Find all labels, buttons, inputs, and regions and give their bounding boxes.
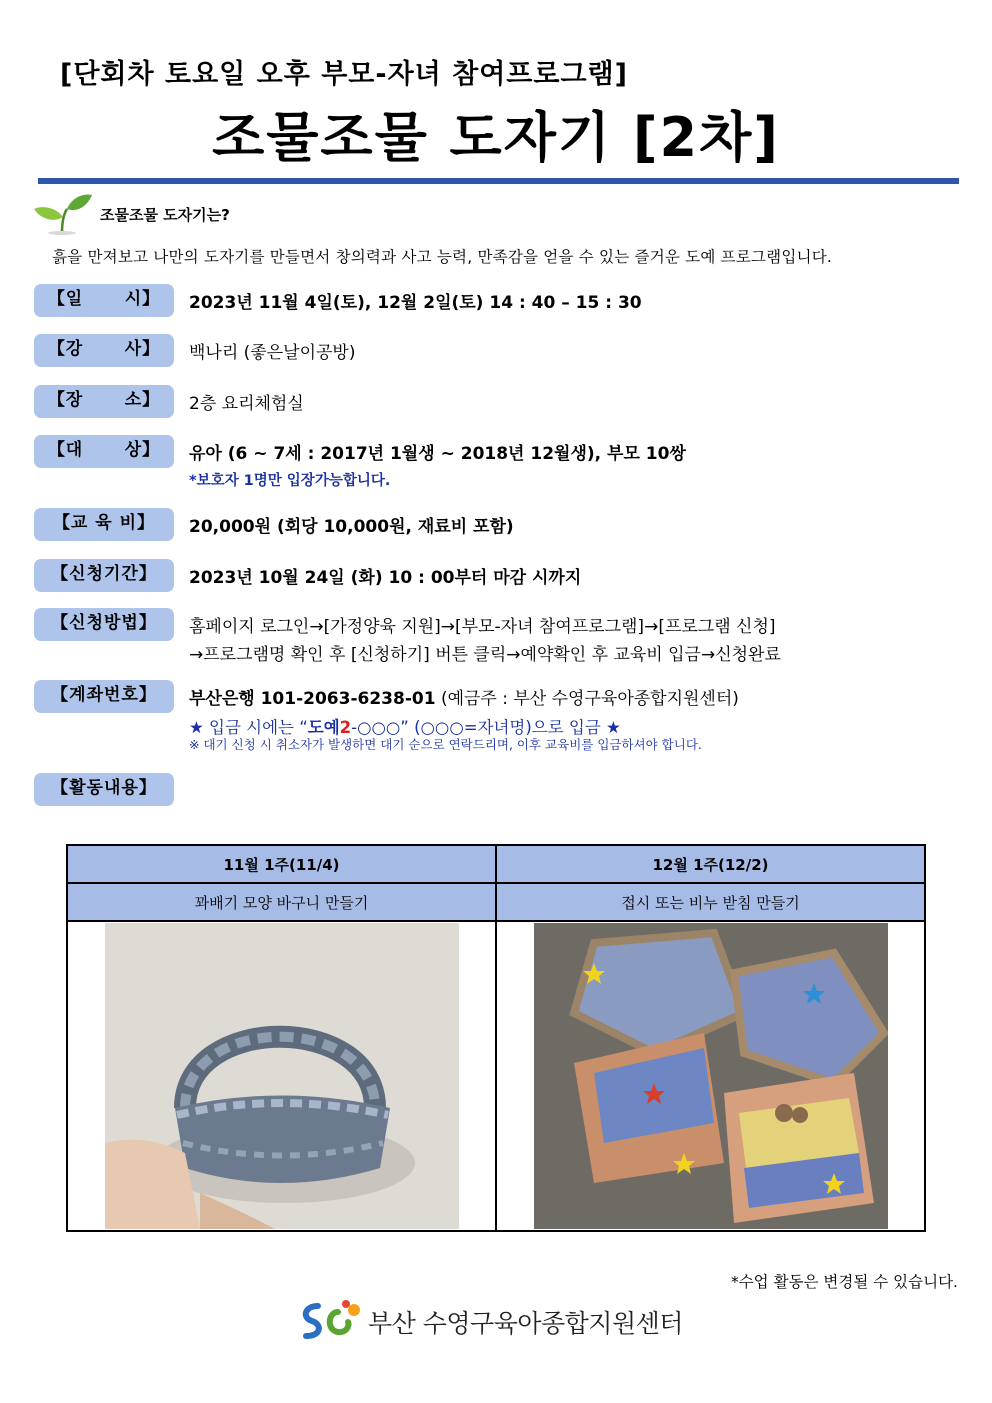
program-subtitle: [단회차 토요일 오후 부모-자녀 참여프로그램] (60, 59, 628, 90)
waitlist-notice: ※ 대기 신청 시 취소자가 발생하면 대기 순으로 연락드리며, 이후 교육비를 입금하셔야 합니다. (189, 737, 702, 752)
activity-table (66, 844, 926, 1232)
center-name: 부산 수영구육아종합지원센터 (368, 1309, 683, 1338)
about-heading: 조물조물 도자기는? (100, 206, 230, 224)
method-line-2: →프로그램명 확인 후 [신청하기] 버튼 클릭→예약확인 후 교육비 입금→신청완료 (189, 645, 781, 665)
value-account (189, 684, 739, 709)
guardian-note: *보호자 1명만 입장가능합니다. (189, 473, 391, 489)
activity-photo-cell-2 (496, 921, 925, 1231)
about-description: 흙을 만져보고 나만의 도자기를 만들면서 창의력과 사고 능력, 만족감을 얻을 수 있는 즐거운 도예 프로그램입니다. (52, 248, 832, 266)
center-logo-icon (296, 1296, 366, 1344)
value-place: 2층 요리체험실 (189, 394, 304, 414)
center-logo (296, 1296, 716, 1346)
page-title: 조물조물 도자기 [2차] (212, 106, 780, 169)
label-activity: 【활동내용】 (34, 773, 174, 806)
label-target: 【대 상】 (34, 435, 174, 468)
label-account: 【계좌번호】 (34, 680, 174, 713)
value-instructor: 백나리 (좋은날이공방) (189, 343, 356, 363)
plates-photo (534, 923, 888, 1229)
account-holder: (예금주 : 부산 수영구육아종합지원센터) (435, 689, 739, 709)
value-fee: 20,000원 (회당 10,000원, 재료비 포함) (189, 517, 514, 537)
week-header-2: 12월 1주(12/2) (496, 845, 925, 883)
value-date: 2023년 11월 4일(토), 12월 2일(토) 14 : 40 – 15 : 30 (189, 293, 642, 313)
value-target: 유아 (6 ~ 7세 : 2017년 1월생 ~ 2018년 12월생), 부모 10쌍 (189, 444, 686, 464)
activity-title-1: 꽈배기 모양 바구니 만들기 (67, 883, 496, 921)
value-period: 2023년 10월 24일 (화) 10 : 00부터 마감 시까지 (189, 568, 582, 588)
activity-title-2: 접시 또는 비누 받침 만들기 (496, 883, 925, 921)
schedule-change-note: *수업 활동은 변경될 수 있습니다. (730, 1273, 958, 1291)
deposit-instruction: ★ 입금 시에는 “도예2-○○○” (○○○=자녀명)으로 입금 ★ (189, 718, 621, 737)
sprout-icon (32, 193, 94, 235)
bank-account-number: 부산은행 101-2063-6238-01 (189, 689, 436, 709)
label-fee: 【교 육 비】 (34, 508, 174, 541)
label-method: 【신청방법】 (34, 608, 174, 641)
label-place: 【장 소】 (34, 385, 174, 418)
title-divider (38, 178, 959, 184)
activity-photo-cell-1 (67, 921, 496, 1231)
basket-photo (105, 923, 459, 1229)
label-period: 【신청기간】 (34, 559, 174, 592)
week-header-1: 11월 1주(11/4) (67, 845, 496, 883)
label-instructor: 【강 사】 (34, 334, 174, 367)
method-line-1: 홈페이지 로그인→[가정양육 지원]→[부모-자녀 참여프로그램]→[프로그램 신청] (189, 617, 776, 637)
label-date: 【일 시】 (34, 284, 174, 317)
